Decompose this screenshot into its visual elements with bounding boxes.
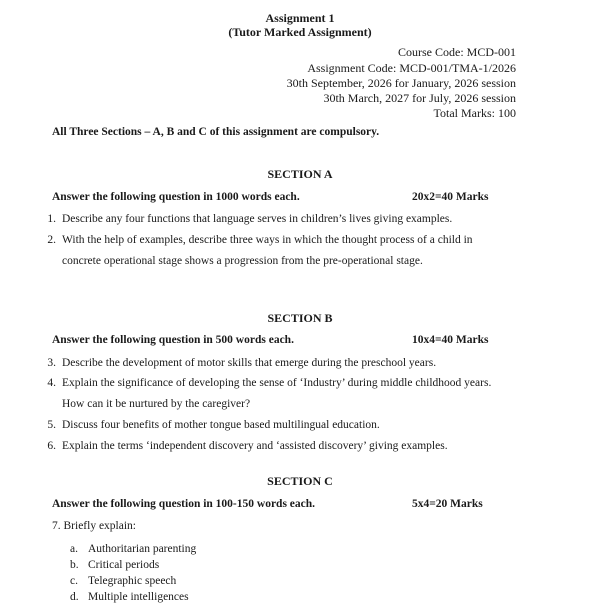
section-b-title: SECTION B	[267, 311, 333, 325]
list-item	[70, 591, 370, 607]
section-a-marks: 20x2=40 Marks	[412, 191, 489, 203]
section-c-marks: 5x4=20 Marks	[412, 498, 483, 510]
question-1	[40, 213, 560, 229]
item-text: Multiple intelligences	[88, 591, 189, 603]
list-item	[70, 575, 370, 591]
question-6	[40, 440, 560, 456]
list-item	[70, 559, 370, 575]
section-a-instruction: Answer the following question in 1000 words each.	[52, 191, 300, 203]
question-number: 2.	[47, 234, 56, 246]
question-number: 3.	[47, 357, 56, 369]
course-code: Course Code: MCD-001	[398, 45, 516, 59]
question-number: 1.	[47, 213, 56, 225]
section-b-instruction: Answer the following question in 500 words each.	[52, 334, 294, 346]
item-letter: b.	[70, 559, 79, 571]
assignment-code: Assignment Code: MCD-001/TMA-1/2026	[307, 61, 516, 75]
general-instruction: All Three Sections – A, B and C of this assignment are compulsory.	[52, 126, 380, 138]
question-7: 7. Briefly explain:	[52, 520, 136, 532]
section-c-instruction: Answer the following question in 100-150 words each.	[52, 498, 316, 510]
section-b-marks: 10x4=40 Marks	[412, 334, 489, 346]
total-marks: Total Marks: 100	[433, 106, 516, 120]
list-item	[70, 543, 370, 559]
question-number: 5.	[47, 419, 56, 431]
question-text: Describe the development of motor skills that emerge during the preschool years.	[62, 357, 437, 369]
question-text: Explain the terms ‘independent discovery and ‘assisted discovery’ giving examples.	[62, 440, 448, 452]
question-5	[40, 419, 560, 435]
section-c-title: SECTION C	[267, 474, 333, 488]
item-text: Telegraphic speech	[88, 575, 177, 587]
item-text: Critical periods	[88, 559, 160, 571]
section-a-title: SECTION A	[267, 167, 333, 181]
item-text: Authoritarian parenting	[88, 543, 197, 555]
question-2	[40, 234, 560, 250]
question-2-continued: concrete operational stage shows a progression from the pre-operational stage.	[62, 255, 423, 267]
question-text: Explain the significance of developing the sense of ‘Industry’ during middle childhood years.	[62, 377, 492, 389]
question-4	[40, 377, 560, 393]
question-text: Discuss four benefits of mother tongue based multilingual education.	[62, 419, 380, 431]
question-text: Describe any four functions that language serves in children’s lives giving examples.	[62, 213, 453, 225]
question-number: 6.	[47, 440, 56, 452]
item-letter: a.	[70, 543, 78, 555]
question-3	[40, 357, 560, 373]
assignment-title: Assignment 1	[265, 11, 335, 25]
question-number: 4.	[47, 377, 56, 389]
question-text: With the help of examples, describe three ways in which the thought process of a child in	[62, 234, 473, 246]
item-letter: d.	[70, 591, 79, 603]
assignment-subtitle: (Tutor Marked Assignment)	[228, 25, 372, 39]
item-letter: c.	[70, 575, 78, 587]
question-4-continued: How can it be nurtured by the caregiver?	[62, 398, 251, 410]
july-session-deadline: 30th March, 2027 for July, 2026 session	[323, 91, 516, 105]
january-session-deadline: 30th September, 2026 for January, 2026 session	[286, 76, 516, 90]
